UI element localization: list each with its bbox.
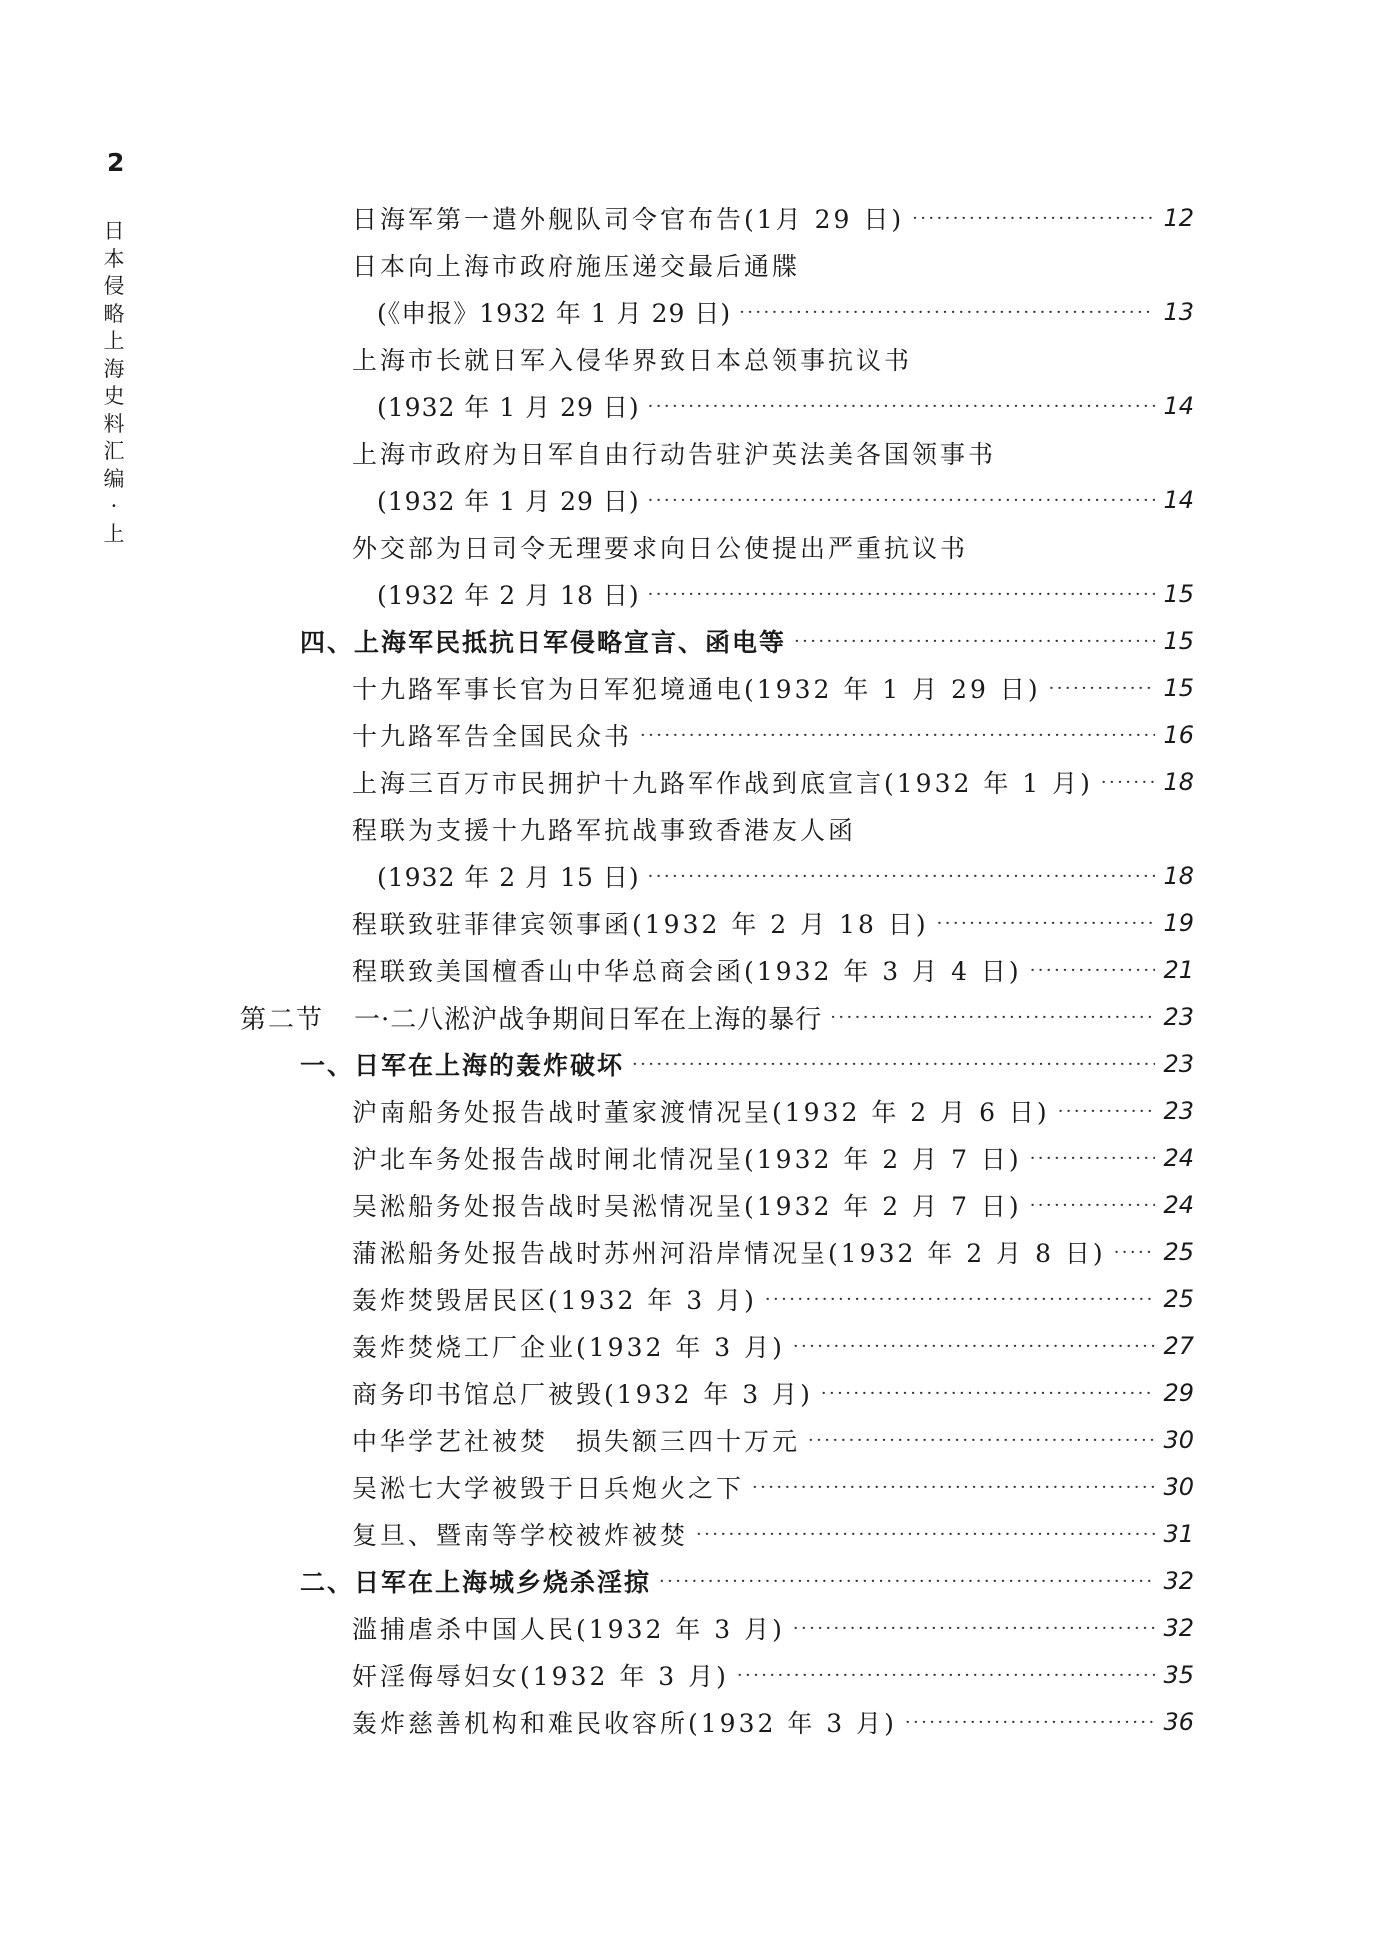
dot-leader [752,1477,1155,1498]
toc-chapter-title: 一·二八淞沪战争期间日军在上海的暴行 [354,1004,823,1035]
toc-entry[interactable] [352,1326,1194,1366]
dot-leader [1030,1148,1156,1169]
dot-leader [737,1665,1156,1686]
toc-entry-title: 程联致美国檀香山中华总商会函(1932 年 3 月 4 日) [352,957,1022,986]
toc-entry-page: 30 [1163,1426,1194,1454]
toc-entry-title: (1932 年 1 月 29 日) [377,487,640,516]
toc-entry-title: (《申报》1932 年 1 月 29 日) [377,299,732,328]
toc-entry-page: 15 [1163,580,1194,608]
toc-entry-title: 上海市政府为日军自由行动告驻沪英法美各国领事书 [352,440,997,469]
toc-entry-title: 吴淞船务处报告战时吴淞情况呈(1932 年 2 月 7 日) [352,1192,1022,1221]
toc-entry-page: 13 [1163,298,1194,326]
toc-chapter[interactable] [240,997,1194,1037]
toc-entry-page: 32 [1163,1567,1194,1595]
dot-leader [793,1336,1156,1357]
toc-entry-title: 滥捕虐杀中国人民(1932 年 3 月) [352,1615,785,1644]
running-head: 日本侵略上海史料汇编·上 [103,219,125,546]
toc-entry[interactable] [377,292,1194,332]
toc-entry-page: 25 [1163,1285,1194,1313]
toc-entry[interactable] [377,574,1194,614]
toc-entry-title: 日本向上海市政府施压递交最后通牒 [352,252,801,281]
toc-entry[interactable] [352,1702,1194,1742]
toc-entry-title: 程联为支援十九路军抗战事致香港友人函 [352,816,857,845]
dot-leader [739,302,1155,323]
dot-leader [1058,1101,1156,1122]
dot-leader [912,208,1155,229]
toc-entry-page: 25 [1163,1238,1194,1266]
dot-leader [640,725,1155,746]
toc-entry-page: 29 [1163,1379,1194,1407]
toc-entry[interactable] [352,1138,1194,1178]
toc-entry-page: 30 [1163,1473,1194,1501]
toc-entry-title: 上海三百万市民拥护十九路军作战到底宣言(1932 年 1 月) [352,769,1093,798]
toc-entry[interactable] [352,1232,1194,1272]
toc-entry-title: 轰炸慈善机构和难民收容所(1932 年 3 月) [352,1709,897,1738]
dot-leader [659,1571,1155,1592]
toc-entry-page: 19 [1163,909,1194,937]
toc-entry[interactable] [352,1185,1194,1225]
dot-leader [794,631,1155,652]
toc-entry-page: 32 [1163,1614,1194,1642]
toc-entry-page: 31 [1163,1520,1194,1548]
dot-leader [648,866,1156,887]
toc-entry[interactable] [352,527,1194,567]
toc-entry[interactable] [352,1373,1194,1413]
dot-leader [1101,772,1156,793]
toc-entry[interactable] [352,1655,1194,1695]
dot-leader [830,1007,1155,1028]
toc-entry-title: (1932 年 2 月 15 日) [377,863,640,892]
toc-entry[interactable] [352,1608,1194,1648]
toc-entry-page: 23 [1163,1050,1194,1078]
toc-entry[interactable] [352,809,1194,849]
toc-entry[interactable] [352,762,1194,802]
toc-entry-title: 沪南船务处报告战时董家渡情况呈(1932 年 2 月 6 日) [352,1098,1050,1127]
dot-leader [1049,678,1156,699]
toc-entry-title: 沪北车务处报告战时闸北情况呈(1932 年 2 月 7 日) [352,1145,1022,1174]
page-number: 2 [107,148,125,177]
dot-leader [648,490,1156,511]
toc-section[interactable] [300,1561,1194,1601]
toc-section-title: 二、日军在上海城乡烧杀淫掠 [300,1568,652,1597]
toc-entry-page: 14 [1163,486,1194,514]
toc-entry-page: 14 [1163,392,1194,420]
toc-entry[interactable] [352,1279,1194,1319]
toc-entry[interactable] [352,715,1194,755]
toc-entry-title: 复旦、暨南等学校被炸被焚 [352,1521,689,1550]
toc-entry[interactable] [377,386,1194,426]
dot-leader [696,1524,1155,1545]
toc-entry-title: 中华学艺社被焚 损失额三四十万元 [352,1427,801,1456]
toc-entry-page: 18 [1163,768,1194,796]
dot-leader [765,1289,1156,1310]
toc-entry-title: 日海军第一遣外舰队司令官布告(1月 29 日) [352,205,905,234]
toc-entry-title: 程联致驻菲律宾领事函(1932 年 2 月 18 日) [352,910,929,939]
toc-entry-page: 18 [1163,862,1194,890]
toc-section[interactable] [300,621,1194,661]
dot-leader [808,1430,1155,1451]
toc-entry[interactable] [377,856,1194,896]
toc-entry-title: 轰炸焚毁居民区(1932 年 3 月) [352,1286,757,1315]
toc-entry-title: 商务印书馆总厂被毁(1932 年 3 月) [352,1380,813,1409]
toc-entry-page: 35 [1163,1661,1194,1689]
toc-entry-title: (1932 年 2 月 18 日) [377,581,640,610]
dot-leader [1030,1195,1156,1216]
dot-leader [648,396,1156,417]
toc-chapter-label: 第二节 [240,1004,325,1035]
toc-section-title: 四、上海军民抵抗日军侵略宣言、函电等 [300,628,787,657]
toc-entry[interactable] [352,198,1194,238]
dot-leader [937,913,1156,934]
toc-entry[interactable] [352,339,1194,379]
dot-leader [905,1712,1156,1733]
toc-entry[interactable] [352,668,1194,708]
toc-entry-page: 23 [1163,1003,1194,1031]
toc-entry[interactable] [352,1091,1194,1131]
toc-entry-page: 24 [1163,1191,1194,1219]
toc-entry[interactable] [352,1514,1194,1554]
toc-entry[interactable] [352,433,1194,473]
dot-leader [1030,960,1156,981]
toc-entry-title: 轰炸焚烧工厂企业(1932 年 3 月) [352,1333,785,1362]
toc-entry-page: 27 [1163,1332,1194,1360]
dot-leader [821,1383,1156,1404]
toc-entry[interactable] [352,950,1194,990]
toc-entry-title: 奸淫侮辱妇女(1932 年 3 月) [352,1662,729,1691]
toc-entry[interactable] [352,1467,1194,1507]
dot-leader [632,1054,1155,1075]
dot-leader [648,584,1156,605]
toc-entry[interactable] [377,480,1194,520]
toc-entry-page: 15 [1163,674,1194,702]
toc-entry-title: 十九路军事长官为日军犯境通电(1932 年 1 月 29 日) [352,675,1041,704]
toc-entry[interactable] [352,903,1194,943]
toc-entry-title: 上海市长就日军入侵华界致日本总领事抗议书 [352,346,913,375]
toc-entry-page: 21 [1163,956,1194,984]
dot-leader [1114,1242,1156,1263]
toc-section-title: 一、日军在上海的轰炸破坏 [300,1051,625,1080]
toc-entry-title: 外交部为日司令无理要求向日公使提出严重抗议书 [352,534,969,563]
toc-entry-page: 24 [1163,1144,1194,1172]
toc-entry-title: 吴淞七大学被毁于日兵炮火之下 [352,1474,745,1503]
toc-entry-title: (1932 年 1 月 29 日) [377,393,640,422]
toc-entry-page: 16 [1163,721,1194,749]
toc-entry-page: 23 [1163,1097,1194,1125]
toc-entry-title: 蒲淞船务处报告战时苏州河沿岸情况呈(1932 年 2 月 8 日) [352,1239,1106,1268]
toc-entry-page: 15 [1163,627,1194,655]
toc-entry[interactable] [352,1420,1194,1460]
toc-entry-title: 十九路军告全国民众书 [352,722,633,751]
toc-entry-page: 36 [1163,1708,1194,1736]
toc-section[interactable] [300,1044,1194,1084]
dot-leader [793,1618,1156,1639]
toc-entry-page: 12 [1163,204,1194,232]
toc-entry[interactable] [352,245,1194,285]
